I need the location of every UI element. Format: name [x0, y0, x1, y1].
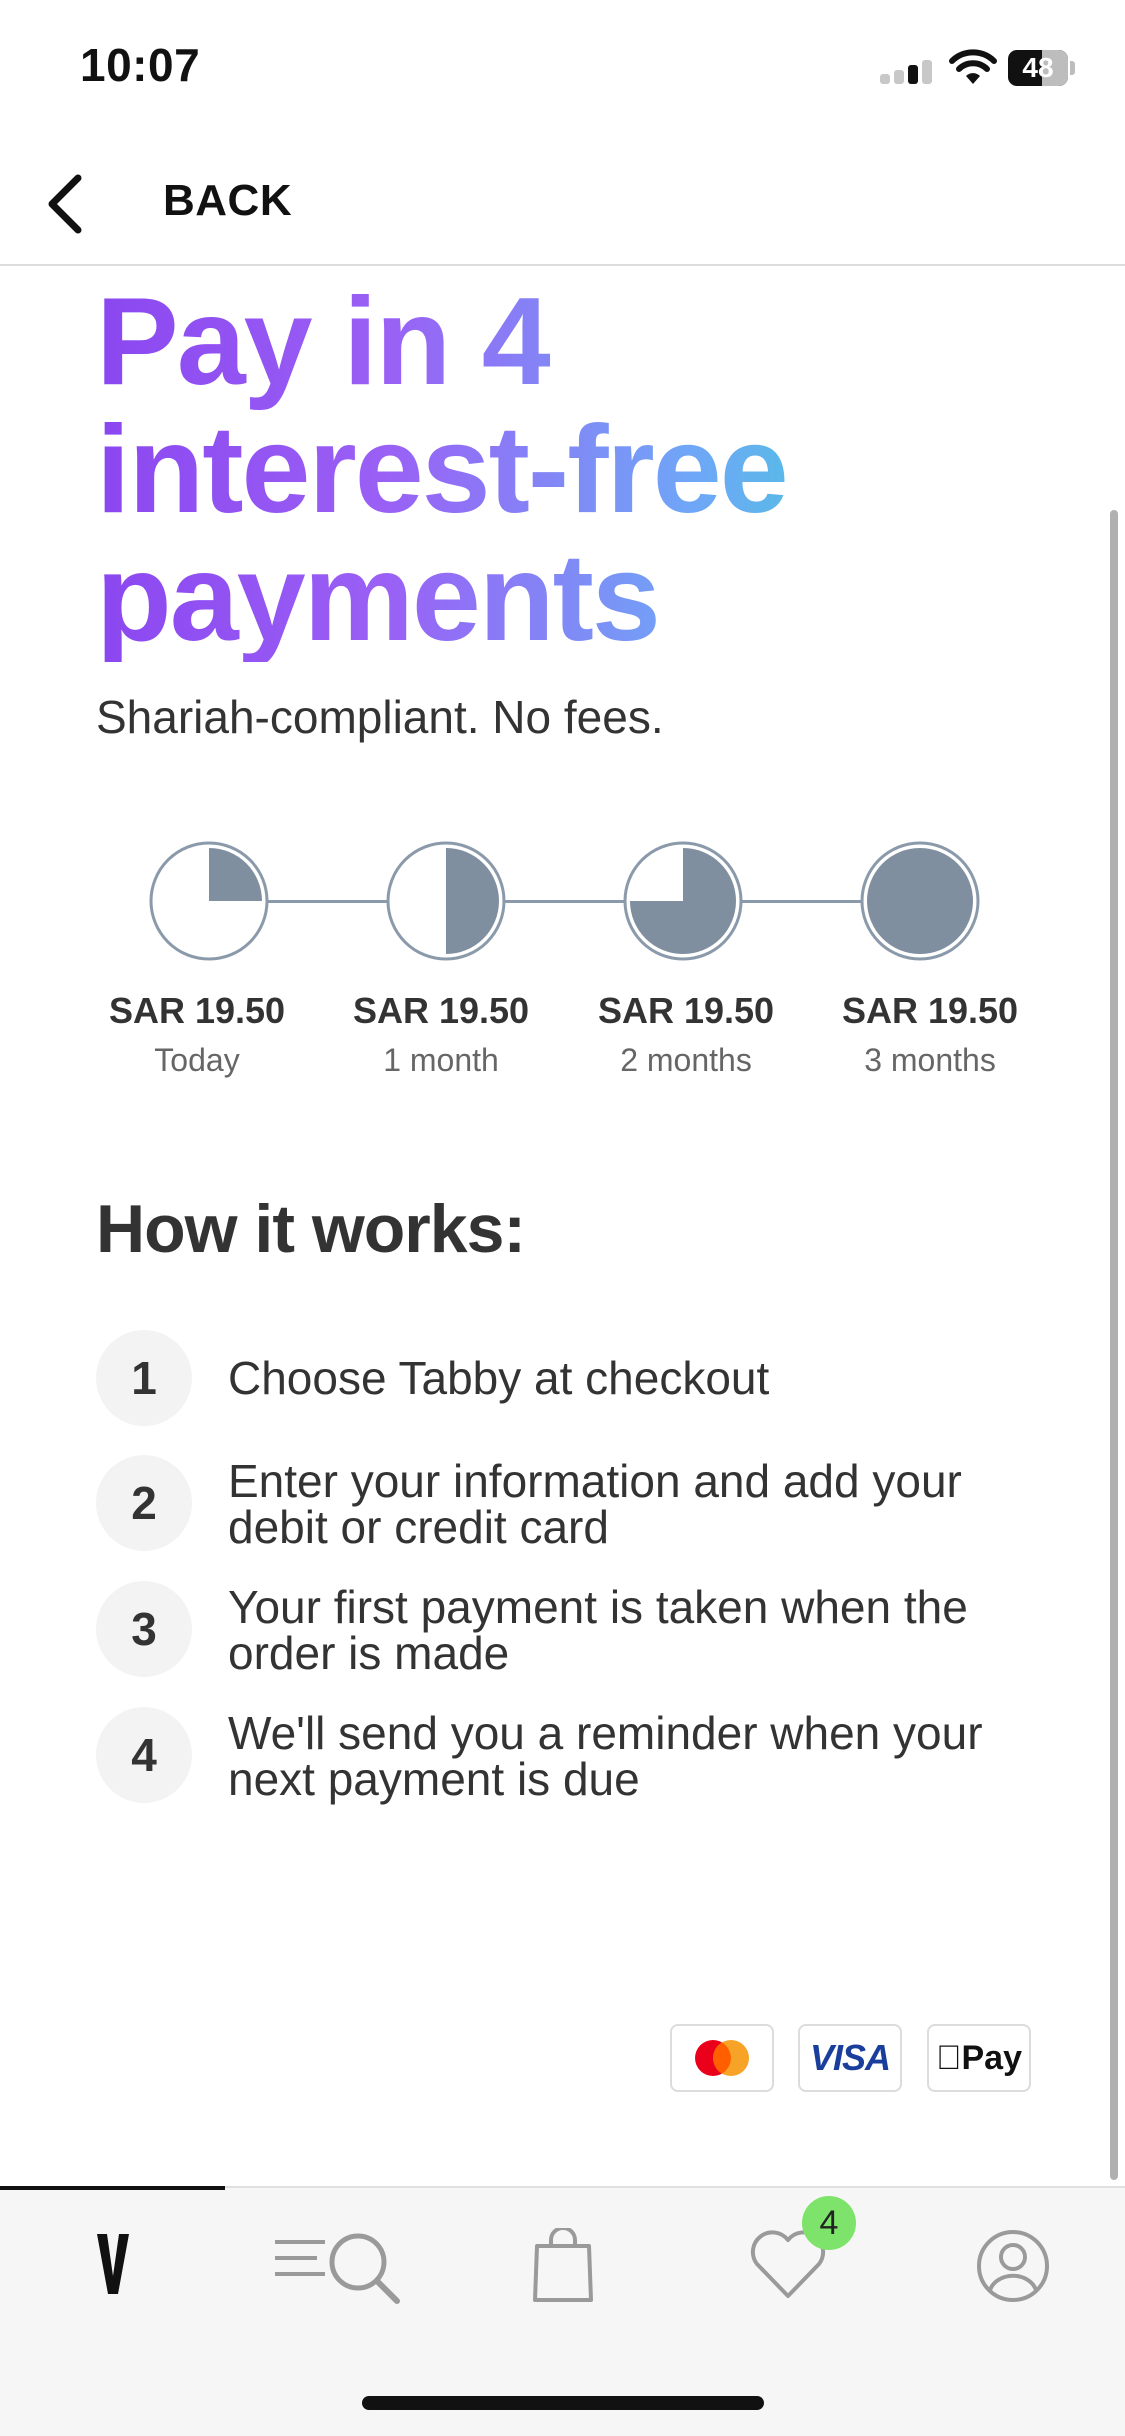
back-button[interactable]: BACK: [163, 176, 293, 225]
installment-pie-icon: [385, 840, 507, 962]
step-text-line: We'll send you a reminder when your: [228, 1707, 983, 1759]
timeline-connector: [742, 900, 864, 903]
status-bar: [0, 0, 1125, 140]
installment-pie-icon: [148, 840, 270, 962]
wifi-icon: [948, 48, 998, 86]
installment-pie-icon: [622, 840, 744, 962]
timeline-connector: [505, 900, 627, 903]
hero-title-line: interest-free: [96, 401, 787, 539]
visa-icon: [798, 2024, 902, 2092]
step-text: [228, 1707, 1098, 1805]
hero-subtitle: Shariah-compliant. No fees.: [96, 691, 664, 743]
tab-wishlist[interactable]: [675, 2188, 900, 2338]
step-number: 4: [96, 1707, 192, 1803]
step-text-line: next payment is due: [228, 1753, 640, 1805]
profile-icon: [975, 2228, 1051, 2304]
payment-timeline: [0, 840, 1125, 1100]
mastercard-icon: [670, 2024, 774, 2092]
installment-pie-icon: [859, 840, 981, 962]
apple-pay-icon: [927, 2024, 1031, 2092]
tab-profile[interactable]: [900, 2188, 1125, 2338]
menu-search-icon: [273, 2228, 403, 2304]
step-text: [228, 1352, 1098, 1404]
installment-due: 2 months: [620, 1042, 752, 1078]
step-item: [96, 1330, 1056, 1426]
installment-amount: SAR 19.50: [597, 990, 775, 1031]
step-text-line: Your first payment is taken when the: [228, 1581, 968, 1633]
installment-pie-fill: [209, 848, 262, 901]
shopping-bag-icon: [531, 2228, 595, 2304]
step-text-line: debit or credit card: [228, 1501, 609, 1553]
step-item: [96, 1455, 1056, 1551]
battery-icon: [1008, 50, 1074, 86]
installment-due: Today: [154, 1042, 240, 1078]
hero-title-line: Pay in 4: [96, 273, 549, 411]
step-text: [228, 1455, 1098, 1553]
step-text: [228, 1581, 1098, 1679]
timeline-connector: [268, 900, 390, 903]
apple-pay-label: [929, 2026, 1029, 2090]
hero-title-line: payments: [96, 529, 659, 667]
installment-amount: SAR 19.50: [841, 990, 1019, 1031]
home-indicator: [362, 2396, 764, 2410]
step-number: 3: [96, 1581, 192, 1677]
home-v-icon: [93, 2228, 133, 2298]
installment-pie-fill: [867, 848, 973, 954]
step-item: [96, 1581, 1056, 1677]
status-time: 10:07: [80, 39, 201, 91]
tab-home[interactable]: [0, 2188, 225, 2338]
step-text-line: Enter your information and add your: [228, 1455, 962, 1507]
step-item: [96, 1707, 1056, 1803]
how-it-works-title: How it works:: [96, 1191, 526, 1267]
wishlist-count-badge: 4: [802, 2196, 856, 2250]
hero-title: [96, 273, 1056, 667]
installment-due: 3 months: [864, 1042, 996, 1078]
installment-amount: SAR 19.50: [352, 990, 530, 1031]
step-text-line: Choose Tabby at checkout: [228, 1352, 770, 1404]
back-chevron-icon[interactable]: [40, 166, 100, 242]
cellular-signal-icon: [880, 58, 932, 84]
step-number: 2: [96, 1455, 192, 1551]
scrollbar[interactable]: [1110, 510, 1118, 2180]
step-text-line: order is made: [228, 1627, 510, 1679]
nav-header: [0, 140, 1125, 266]
installment-due: 1 month: [383, 1042, 499, 1078]
installment-amount: SAR 19.50: [108, 990, 286, 1031]
apple-pay-text: Pay: [948, 2039, 1010, 2077]
step-number: 1: [96, 1330, 192, 1426]
tab-bag[interactable]: [450, 2188, 675, 2338]
battery-level-text: 48: [1022, 52, 1054, 83]
tab-search[interactable]: [225, 2188, 450, 2338]
visa-label: VISA: [809, 2037, 891, 2078]
